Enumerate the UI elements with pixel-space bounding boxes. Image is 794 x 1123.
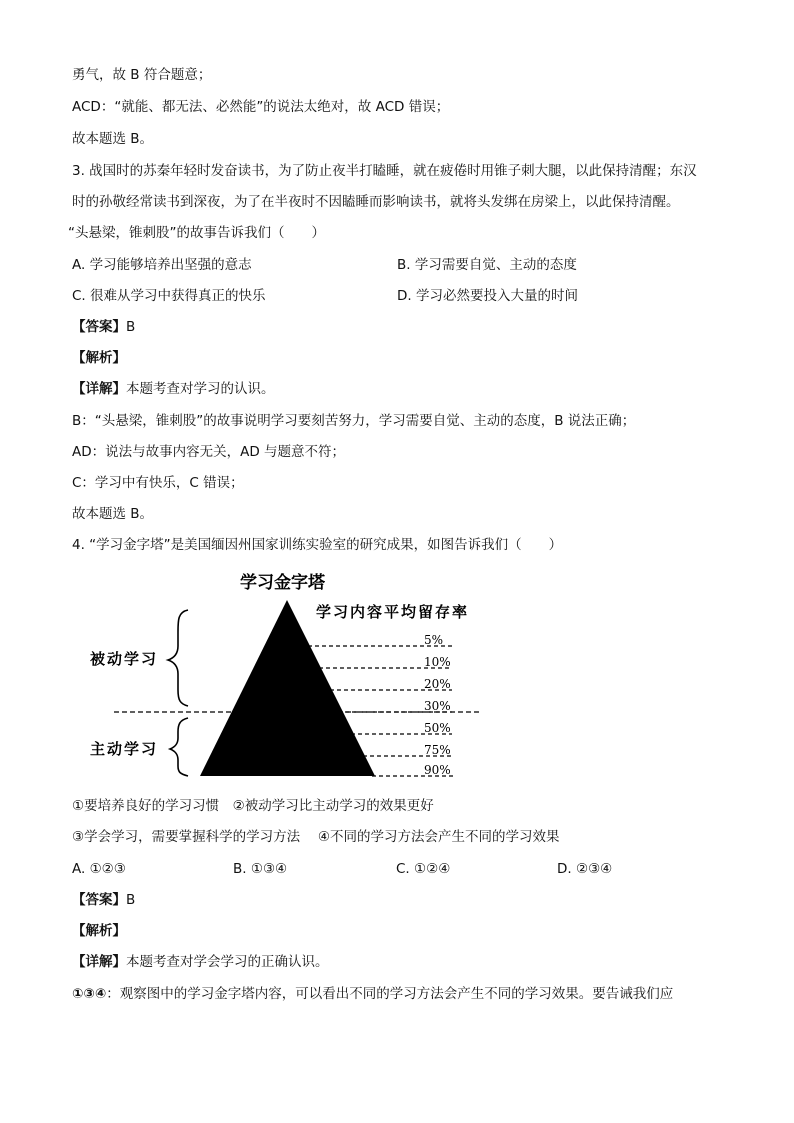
q4-option-c: C. ①②④	[396, 861, 451, 877]
figure-title: 学习金字塔	[240, 573, 325, 593]
q3-option-d: D. 学习必然要投入大量的时间	[397, 288, 578, 304]
q3-option-b: B. 学习需要自觉、主动的态度	[397, 257, 577, 273]
analysis-tag: 【解析】	[72, 350, 126, 366]
active-label: 主动学习	[90, 740, 159, 758]
rate-30: 30%	[424, 699, 451, 713]
question-4-stem: 4. “学习金字塔”是美国缅因州国家训练实验室的研究成果，如图告诉我们（ ）	[72, 537, 563, 553]
q4-explanation	[72, 985, 673, 1003]
q3-analysis-tag	[72, 349, 126, 367]
rate-10: 10%	[424, 655, 451, 669]
text-line: 故本题选 B。	[72, 131, 154, 147]
q4-option-d: D. ②③④	[557, 861, 613, 877]
selected-statements: ①③④	[72, 986, 107, 1002]
q4-option-a: A. ①②③	[72, 861, 126, 877]
q3-option-c: C. 很难从学习中获得真正的快乐	[72, 288, 266, 304]
rate-5: 5%	[424, 633, 444, 647]
rate-90: 90%	[424, 763, 451, 777]
q3-answer	[72, 318, 135, 336]
q3-detail	[72, 380, 275, 398]
q4-answer	[72, 891, 135, 909]
text-line: ACD：“就能、都无法、必然能”的说法太绝对，故 ACD 错误；	[72, 99, 450, 115]
rate-20: 20%	[424, 677, 451, 691]
detail-text: 本题考查对学习的认识。	[126, 381, 275, 397]
explanation-text: ：观察图中的学习金字塔内容，可以看出不同的学习方法会产生不同的学习效果。要告诫我们应	[106, 986, 674, 1002]
detail-tag: 【详解】	[72, 381, 126, 397]
figure-subtitle: 学习内容平均留存率	[316, 603, 470, 621]
q4-option-b: B. ①③④	[233, 861, 288, 877]
answer-tag: 【答案】	[72, 892, 126, 908]
q3-option-a: A. 学习能够培养出坚强的意志	[72, 257, 252, 273]
detail-tag: 【详解】	[72, 954, 126, 970]
question-3-stem: 3. 战国时的苏秦年轻时发奋读书，为了防止夜半打瞌睡，就在疲倦时用锥子刺大腿，以此保持清醒；东汉	[72, 163, 697, 179]
passive-label: 被动学习	[90, 650, 159, 668]
detail-text: 本题考查对学会学习的正确认识。	[126, 954, 329, 970]
q3-conclusion: 故本题选 B。	[72, 506, 154, 522]
q4-detail	[72, 953, 329, 971]
passive-bracket	[168, 610, 188, 706]
rate-50: 50%	[424, 721, 451, 735]
q4-statements-2: ③学会学习，需要掌握科学的学习方法 ④不同的学习方法会产生不同的学习效果	[72, 829, 560, 845]
analysis-tag: 【解析】	[72, 923, 126, 939]
answer-value: B	[126, 319, 136, 335]
active-bracket	[170, 718, 188, 776]
q4-analysis-tag	[72, 922, 126, 940]
q3-explain-c: C：学习中有快乐，C 错误；	[72, 475, 244, 491]
question-3-prompt: “头悬梁，锥刺股”的故事告诉我们（ ）	[68, 225, 325, 241]
rate-75: 75%	[424, 743, 451, 757]
q3-explain-ad: AD：说法与故事内容无关，AD 与题意不符；	[72, 444, 346, 460]
text-line: 勇气，故 B 符合题意；	[72, 67, 212, 83]
learning-pyramid-figure	[80, 566, 500, 788]
question-3-stem: 时的孙敬经常读书到深夜，为了在半夜时不因瞌睡而影响读书，就将头发绑在房梁上，以此保持清醒。	[72, 194, 680, 210]
q3-explain-b: B：“头悬梁，锥刺股”的故事说明学习要刻苦努力，学习需要自觉、主动的态度，B 说法正确；	[72, 413, 636, 429]
q4-statements-1: ①要培养良好的学习习惯 ②被动学习比主动学习的效果更好	[72, 798, 434, 814]
pyramid-shape	[200, 600, 375, 776]
answer-tag: 【答案】	[72, 319, 126, 335]
answer-value: B	[126, 892, 136, 908]
